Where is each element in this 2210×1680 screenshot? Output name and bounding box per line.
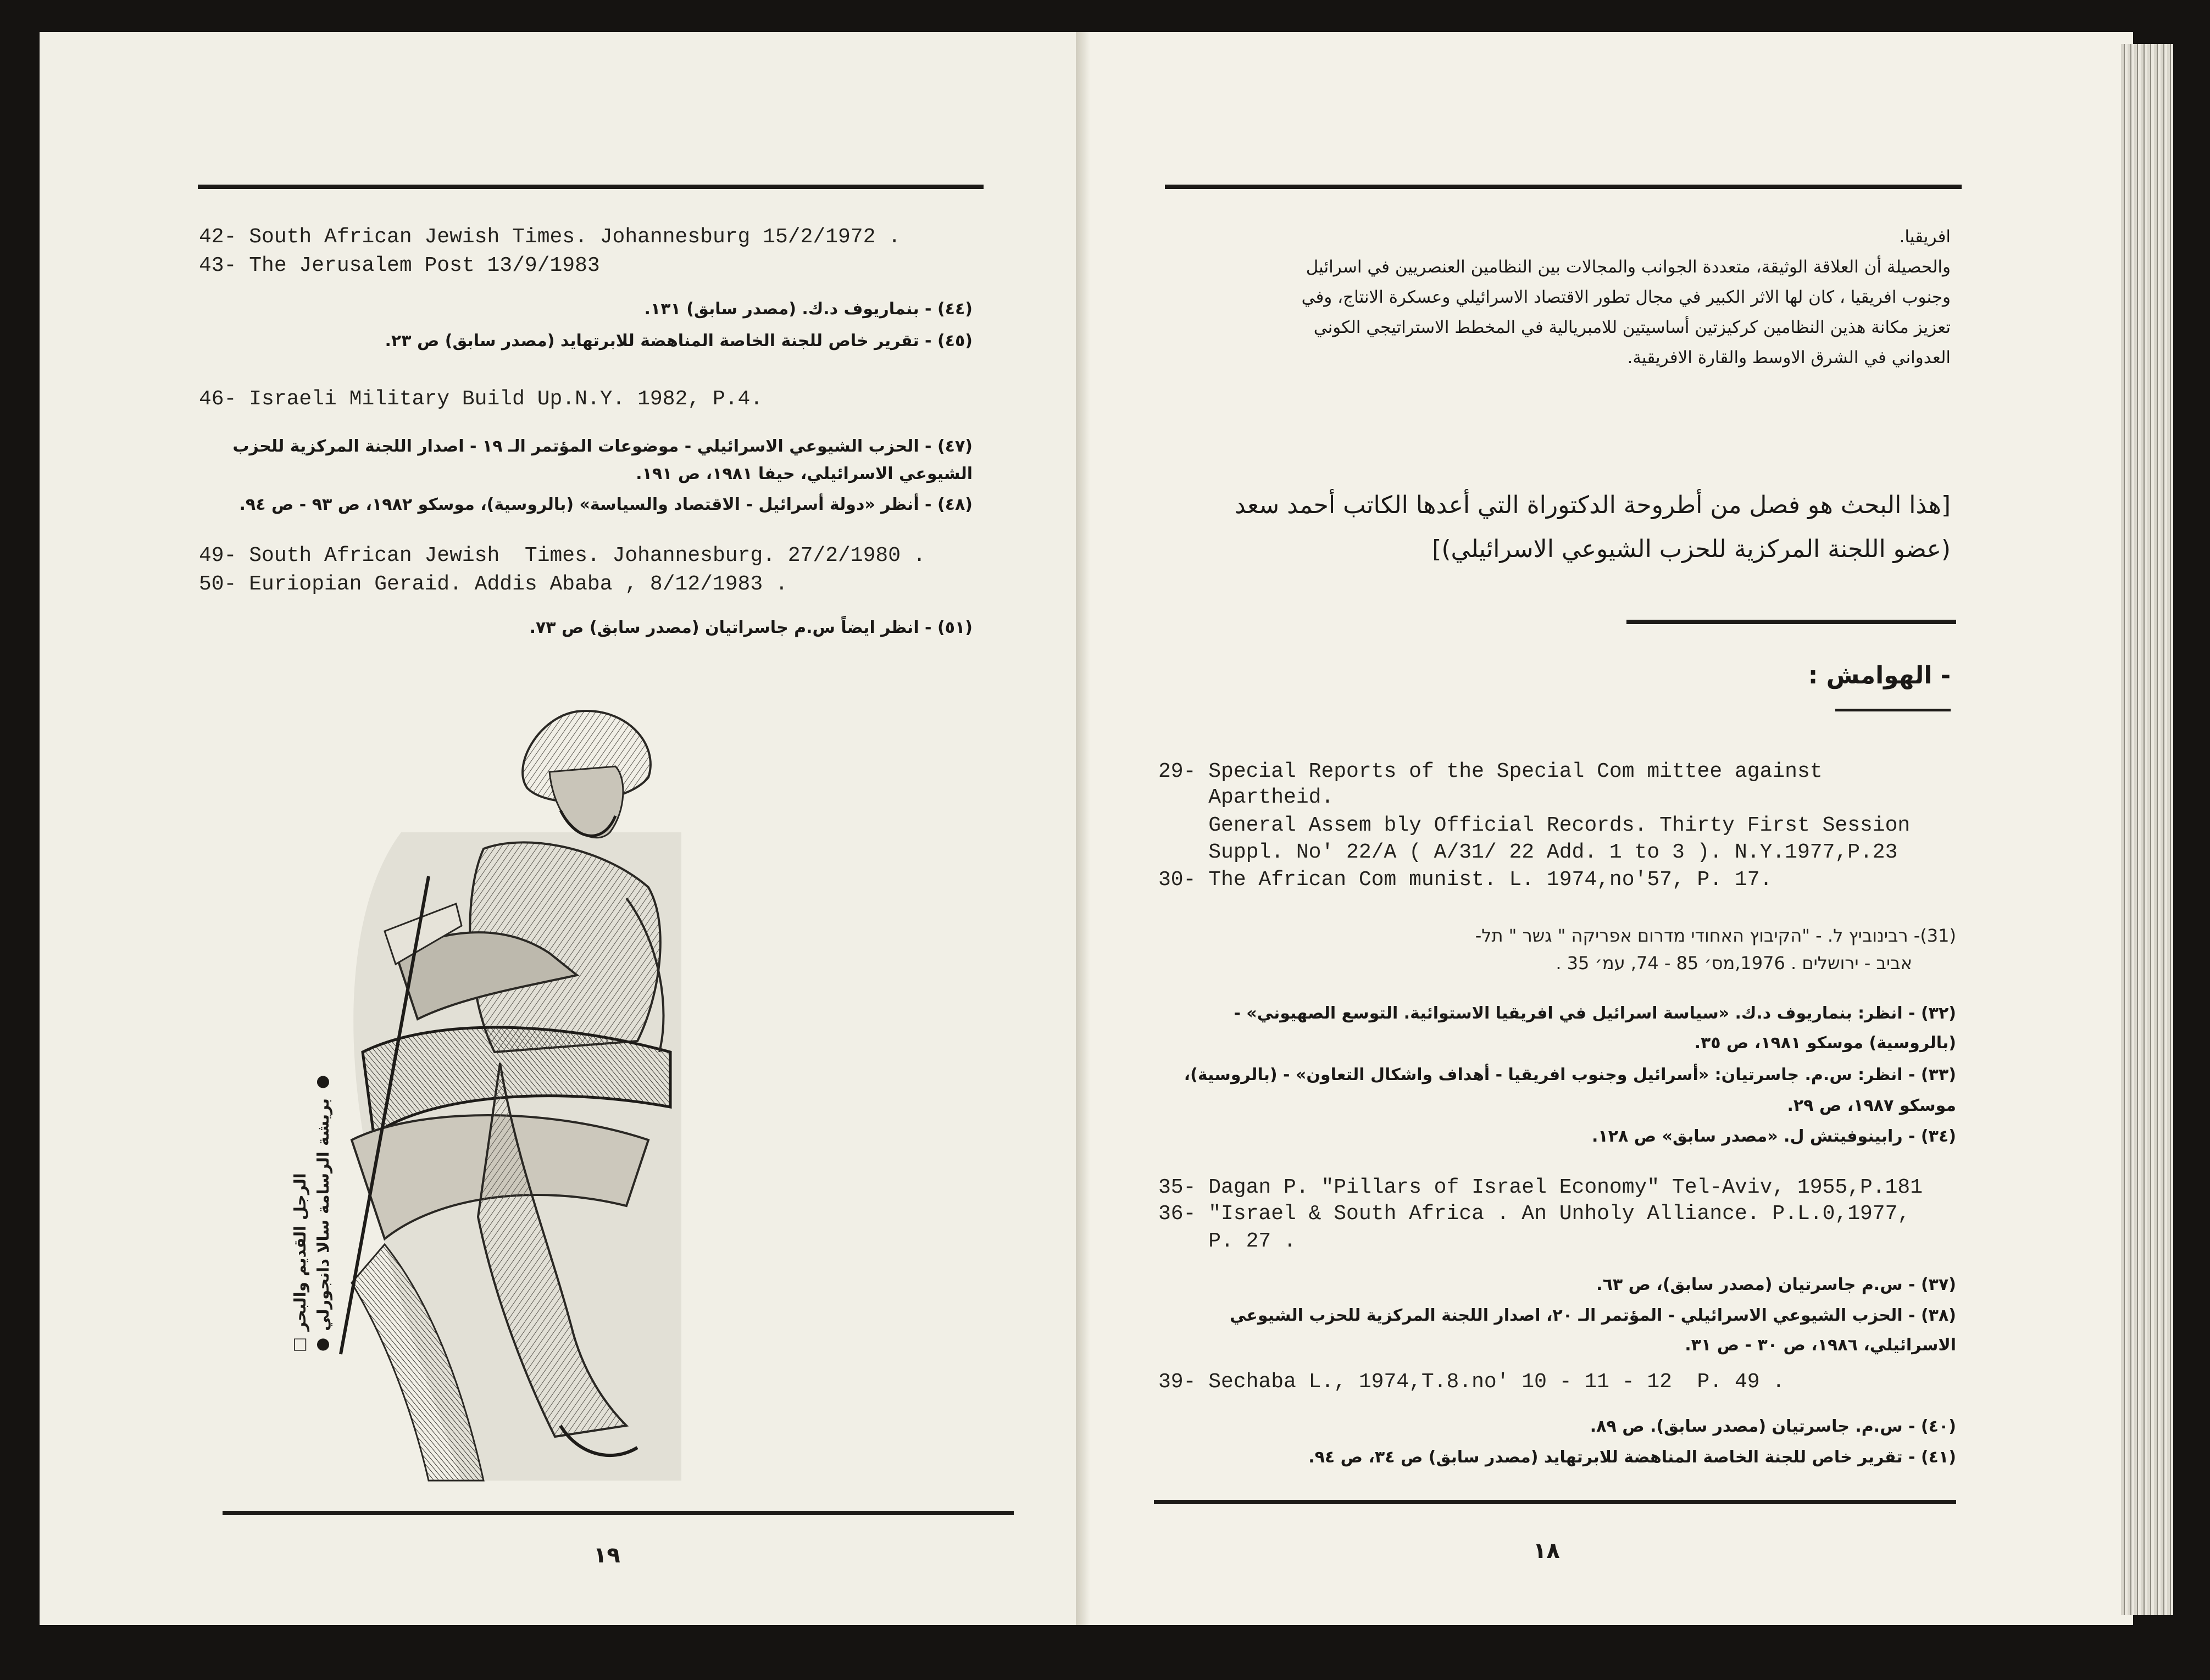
- footnote-51: (٥١) - انظر ايضاً س.م جاسراتيان (مصدر سابق) ص ٧٣.: [529, 618, 973, 637]
- footnote-46: 46- Israeli Military Build Up.N.Y. 1982, P.4.: [199, 387, 763, 411]
- footnote-35: 35- Dagan P. "Pillars of Israel Economy" Tel-Aviv, 1955,P.181: [1158, 1176, 1923, 1199]
- footnote-34: (٣٤) - رابينوفيتش ل. «مصدر سابق» ص ١٢٨.: [1592, 1127, 1956, 1146]
- footnote-38-line1: (٣٨) - الحزب الشيوعي الاسرائيلي - المؤتمر الـ ٢٠، اصدار اللجنة المركزية للحزب الشيوعي: [1229, 1306, 1956, 1325]
- footnote-29-line3: General Assem bly Official Records. Thirty First Session: [1158, 814, 1911, 837]
- illustration-caption: [288, 1074, 338, 1398]
- author-note-line1: [هذا البحث هو فصل من أطروحة الدكتوراة التي أعدها الكاتب أحمد سعد: [1234, 491, 1951, 519]
- footnote-31-line2: אביב - ירושלים . 1976,מס׳ 85 - 74, עמ׳ 35 .: [1556, 953, 1912, 973]
- old-man-sea-illustration: [319, 667, 681, 1508]
- footnote-40: (٤٠) - س.م. جاسرتيان (مصدر سابق). ص ٨٩.: [1590, 1417, 1956, 1436]
- bottom-rule-right: [1154, 1500, 1956, 1504]
- footnote-37: (٣٧) - س.م جاسرتيان (مصدر سابق)، ص ٦٣.: [1596, 1275, 1956, 1294]
- footnote-29-line2: Apartheid.: [1158, 786, 1334, 809]
- caption-title: □ الرجل القديم والبحر: [291, 1173, 309, 1355]
- footnote-32-line1: (٣٢) - انظر: بنماريوف د.ك. «سياسة اسرائيل في افريقيا الاستوائية. التوسع الصهيوني» -: [1234, 1004, 1956, 1023]
- footnote-47-line2: الشيوعي الاسرائيلي، حيفا ١٩٨١، ص ١٩١.: [636, 464, 973, 483]
- footnote-49: 49- South African Jewish Times. Johannesburg. 27/2/1980 .: [199, 544, 926, 568]
- footnote-30: 30- The African Com munist. L. 1974,no'57, P. 17.: [1158, 868, 1773, 892]
- footnote-47-line1: (٤٧) - الحزب الشيوعي الاسرائيلي - موضوعات المؤتمر الـ ١٩ - اصدار اللجنة المركزية للحزب: [232, 437, 973, 456]
- bottom-rule-left: [223, 1511, 1014, 1515]
- top-rule-left: [198, 185, 984, 189]
- page-edges: [2121, 44, 2173, 1615]
- intro-line-1: افريقيا.: [1899, 227, 1951, 247]
- footnote-45: (٤٥) - تقرير خاص للجنة الخاصة المناهضة للابرتهايد (مصدر سابق) ص ٢٣.: [385, 331, 973, 351]
- footnote-33-line2: موسكو ١٩٨٧، ص ٢٩.: [1787, 1096, 1956, 1115]
- intro-line-4: تعزيز مكانة هذين النظامين كركيزتين أساسيتين للامبريالية في المخطط الاستراتيجي الكوني: [1313, 318, 1951, 337]
- footnotes-separator: [1626, 620, 1956, 624]
- footnote-32-line2: (بالروسية) موسكو ١٩٨١، ص ٣٥.: [1694, 1033, 1956, 1053]
- footnote-36-line2: P. 27 .: [1158, 1230, 1296, 1253]
- author-note-line2: (عضو اللجنة المركزية للحزب الشيوعي الاسرائيلي)]: [1432, 535, 1951, 563]
- footnote-33-line1: (٣٣) - انظر: س.م. جاسرتيان: «أسرائيل وجنوب افريقيا - أهداف واشكال التعاون» - (بالروسية)،: [1184, 1065, 1956, 1084]
- footnote-44: (٤٤) - بنماريوف د.ك. (مصدر سابق) ١٣١.: [644, 299, 973, 319]
- footnote-39: 39- Sechaba L., 1974,T.8.no' 10 - 11 - 12 P. 49 .: [1158, 1370, 1785, 1394]
- footnote-29-line4: Suppl. No' 22/A ( A/31/ 22 Add. 1 to 3 ). N.Y.1977,P.23: [1158, 841, 1898, 864]
- book-gutter: [1076, 32, 1090, 1625]
- heading-underline: [1835, 709, 1951, 711]
- footnote-38-line2: الاسرائيلي، ١٩٨٦، ص ٣٠ - ص ٣١.: [1685, 1336, 1956, 1355]
- footnote-36-line1: 36- "Israel & South Africa . An Unholy Alliance. P.L.0,1977,: [1158, 1202, 1911, 1226]
- top-rule-right: [1165, 185, 1962, 189]
- footnote-50: 50- Euriopian Geraid. Addis Ababa , 8/12/1983 .: [199, 572, 788, 596]
- intro-line-5: العدواني في الشرق الاوسط والقارة الافريقية.: [1627, 348, 1951, 368]
- footnotes-heading: - الهوامش :: [1808, 661, 1951, 689]
- page-number-left: ١٩: [593, 1543, 620, 1568]
- footnote-43: 43- The Jerusalem Post 13/9/1983: [199, 254, 600, 277]
- footnote-48: (٤٨) - أنظر «دولة أسرائيل - الاقتصاد والسياسة» (بالروسية)، موسكو ١٩٨٢، ص ٩٣ - ص ٩٤.: [239, 495, 973, 514]
- footnote-42: 42- South African Jewish Times. Johannesburg 15/2/1972 .: [199, 225, 901, 249]
- footnote-29-line1: 29- Special Reports of the Special Com mittee against: [1158, 760, 1823, 783]
- footnote-31-line1: (31)- רבינוביץ ל. - "הקיבוץ האחודי מדרום אפריקה " גשר " תל-: [1475, 925, 1956, 946]
- intro-line-3: وجنوب افريقيا ، كان لها الاثر الكبير في مجال تطور الاقتصاد الاسرائيلي وعسكرة الانتاج، وفي: [1301, 287, 1951, 307]
- intro-line-2: والحصيلة أن العلاقة الوثيقة، متعددة الجوانب والمجالات بين النظامين العنصريين في اسرائيل: [1306, 257, 1951, 277]
- page-number-right: ١٨: [1533, 1538, 1560, 1564]
- footnote-41: (٤١) - تقرير خاص للجنة الخاصة المناهضة للابرتهايد (مصدر سابق) ص ٣٤، ص ٩٤.: [1308, 1448, 1956, 1467]
- caption-artist: ● بريشة الرسامة سالا دانجورلي ●: [314, 1074, 332, 1355]
